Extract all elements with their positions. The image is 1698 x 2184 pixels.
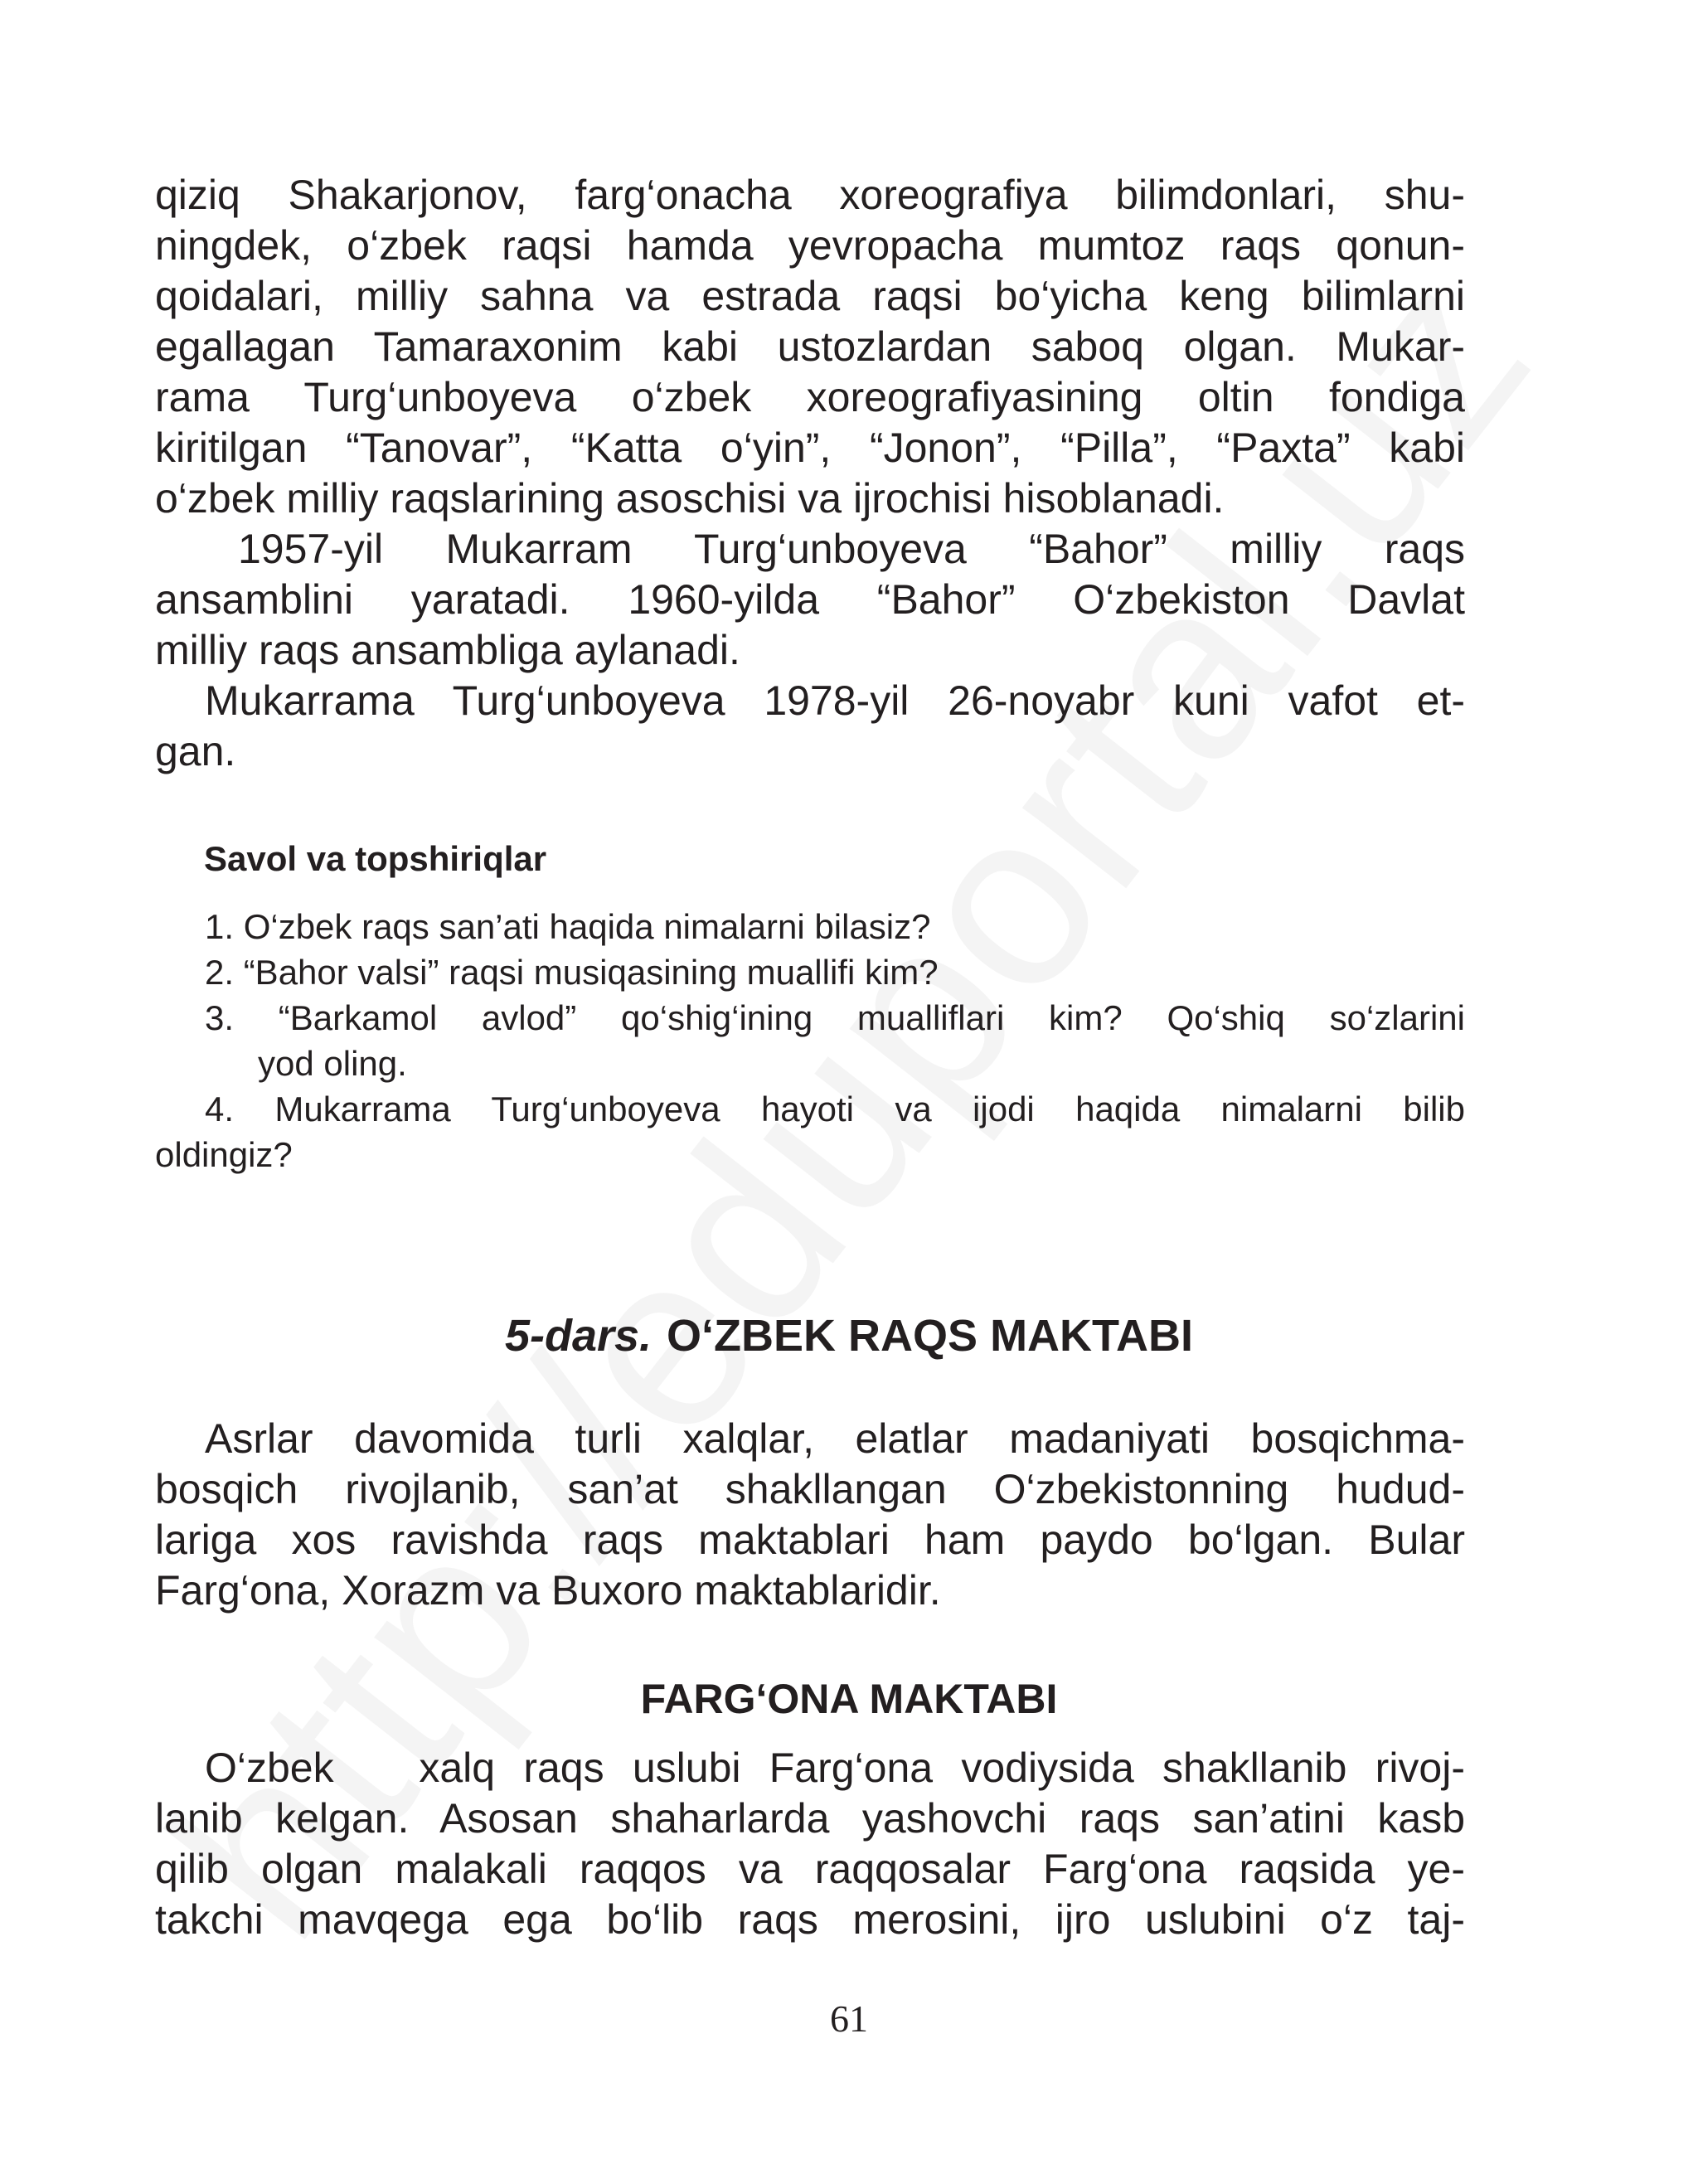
question-item-continuation: yod oling. (258, 1044, 407, 1083)
text-line: qoidalari, milliy sahna va estrada raqsi bo‘yicha keng bilimlarni (155, 273, 1465, 319)
text-line: o‘zbek milliy raqslarining asoschisi va ijrochisi hisoblanadi. (155, 475, 1225, 522)
text-line: 1957-yil Mukarram Turg‘unboyeva “Bahor” milliy raqs (238, 526, 1465, 572)
text-line: lariga xos ravishda raqs maktablari ham paydo bo‘lgan. Bular (155, 1517, 1465, 1563)
questions-list (155, 904, 1465, 1177)
lesson-title (0, 1310, 1698, 1361)
lesson-title-text: O‘ZBEK RAQS MAKTABI (667, 1311, 1194, 1361)
text-line: gan. (155, 728, 236, 774)
text-line: ansamblini yaratadi. 1960-yilda “Bahor” O‘zbekiston Davlat (155, 576, 1465, 623)
text-line: qiziq Shakarjonov, farg‘onacha xoreografiya bilimdonlari, shu- (155, 172, 1465, 218)
paragraph-biography (155, 170, 1465, 524)
text-line: Mukarrama Turg‘unboyeva 1978-yil 26-noyabr kuni vafot et- (205, 677, 1465, 724)
text-line: kiritilgan “Tanovar”, “Katta o‘yin”, “Jonon”, “Pilla”, “Paxta” kabi (155, 425, 1465, 471)
text-line: ningdek, o‘zbek raqsi hamda yevropacha mumtoz raqs qonun- (155, 222, 1465, 269)
question-item: 1. O‘zbek raqs san’ati haqida nimalarni bilasiz? (205, 907, 931, 946)
text-line: rama Turg‘unboyeva o‘zbek xoreografiyasining oltin fondiga (155, 374, 1465, 420)
paragraph-fergana (155, 1743, 1465, 1945)
question-item: 4. Mukarrama Turg‘unboyeva hayoti va ijodi haqida nimalarni bilib (205, 1090, 1465, 1128)
text-line: Asrlar davomida turli xalqlar, elatlar madaniyati bosqichma- (205, 1415, 1465, 1462)
text-line: Farg‘ona, Xorazm va Buxoro maktablaridir. (155, 1567, 941, 1614)
text-line: O‘zbek xalq raqs uslubi Farg‘ona vodiysida shakllanib rivoj- (205, 1745, 1465, 1791)
question-item-continuation: oldingiz? (155, 1135, 293, 1174)
section-title: FARG‘ONA MAKTABI (640, 1676, 1058, 1722)
text-line: egallagan Tamaraxonim kabi ustozlardan saboq olgan. Mukar- (155, 323, 1465, 370)
text-line: qilib olgan malakali raqqos va raqqosalar Farg‘ona raqsida ye- (155, 1846, 1465, 1892)
text-line: milliy raqs ansambliga aylanadi. (155, 627, 740, 673)
paragraph-ensemble (155, 524, 1465, 676)
paragraph-schools (155, 1414, 1465, 1616)
text-line: bosqich rivojlanib, san’at shakllangan O‘zbekistonning hudud- (155, 1466, 1465, 1512)
questions-heading: Savol va topshiriqlar (204, 839, 547, 878)
page-number: 61 (830, 1997, 868, 2040)
text-line: lanib kelgan. Asosan shaharlarda yashovchi raqs san’atini kasb (155, 1795, 1465, 1842)
lesson-number: 5-dars. (504, 1311, 653, 1361)
question-item: 2. “Bahor valsi” raqsi musiqasining muallifi kim? (205, 953, 939, 992)
paragraph-death (155, 676, 1465, 777)
text-line: takchi mavqega ega bo‘lib raqs merosini, ijro uslubini o‘z taj- (155, 1896, 1465, 1943)
question-item: 3. “Barkamol avlod” qo‘shig‘ining mualliflari kim? Qo‘shiq so‘zlarini (205, 998, 1465, 1037)
